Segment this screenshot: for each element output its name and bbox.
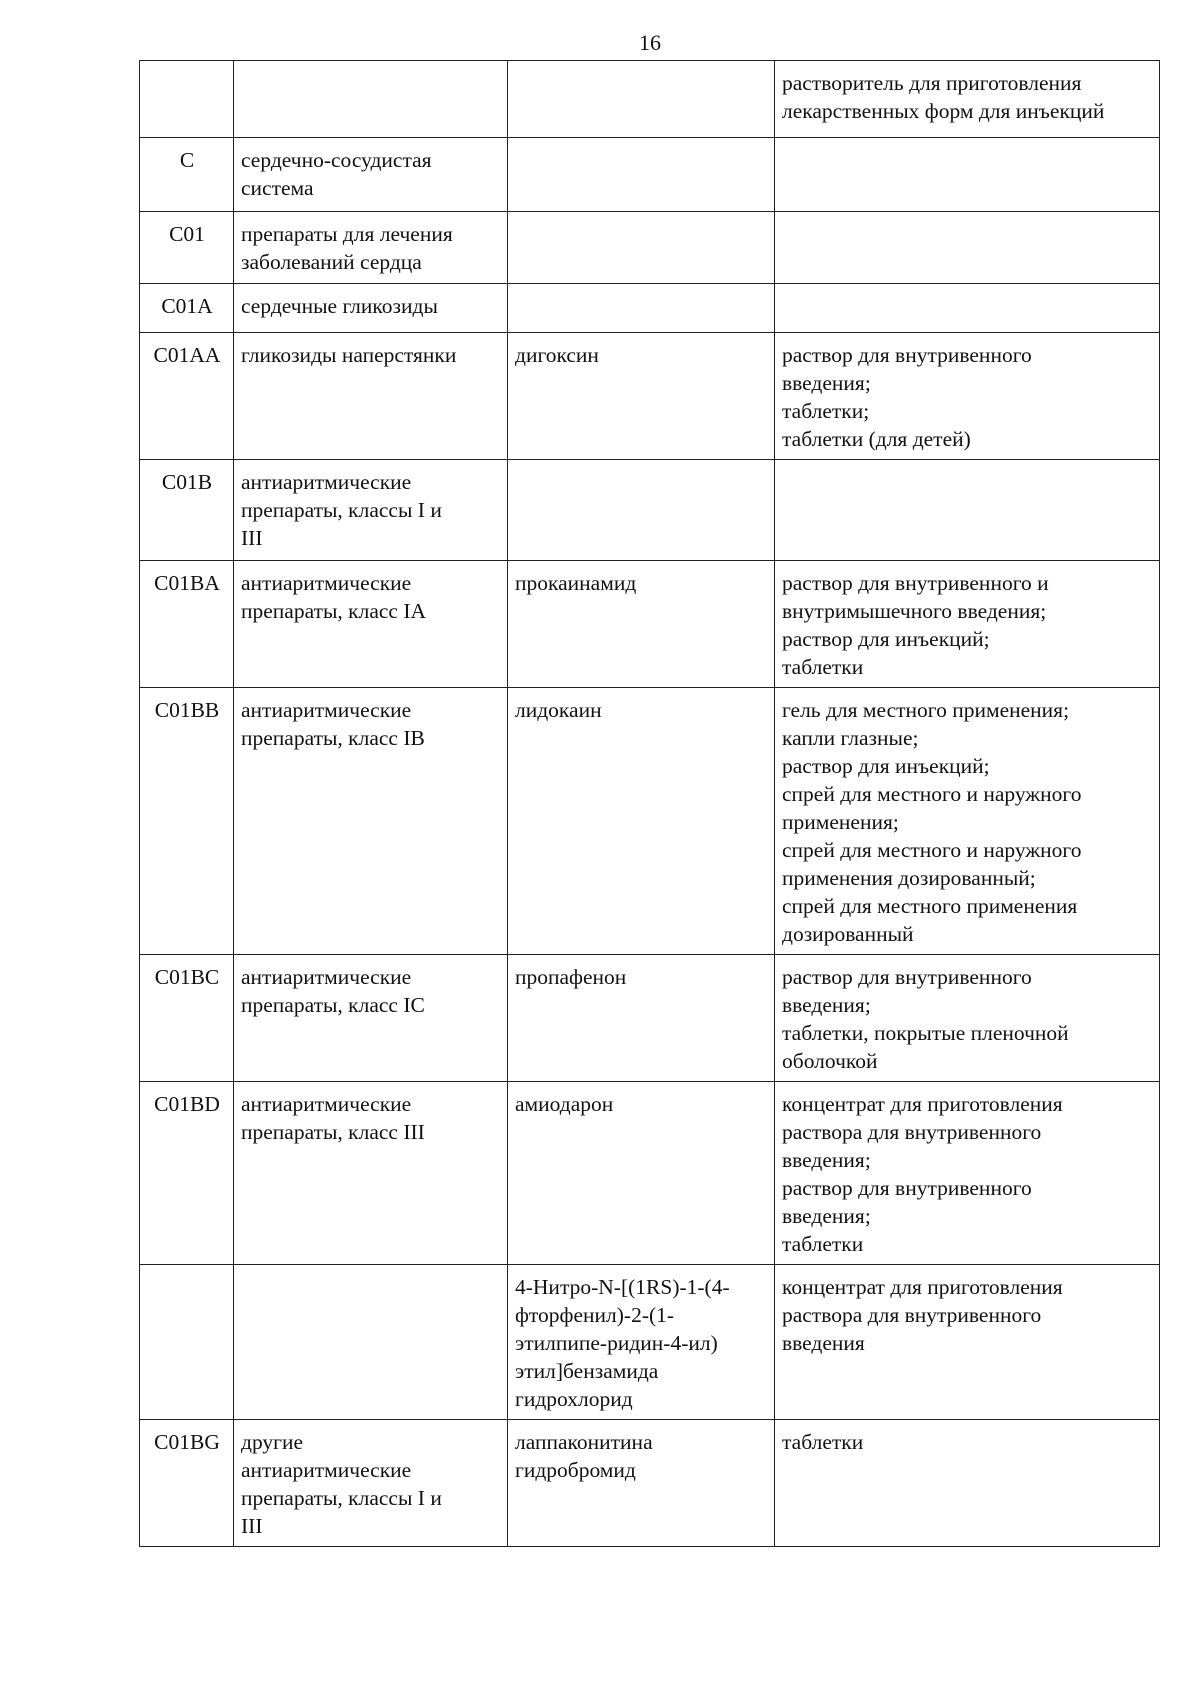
atc-code-cell bbox=[140, 1265, 234, 1420]
drug-name-line: этилпипе-ридин-4-ил) bbox=[515, 1331, 718, 1355]
drug-name-cell bbox=[508, 561, 775, 688]
dosage-forms-cell bbox=[775, 333, 1160, 460]
drug-name-cell bbox=[508, 138, 775, 212]
drug-name-cell bbox=[508, 212, 775, 284]
table-row bbox=[140, 61, 1160, 138]
dosage-forms-line: дозированный bbox=[782, 922, 914, 946]
dosage-forms-line: введения; bbox=[782, 993, 871, 1017]
group-name-line: III bbox=[241, 1514, 263, 1538]
group-name-cell bbox=[234, 138, 508, 212]
table-row bbox=[140, 1265, 1160, 1420]
group-name-cell bbox=[234, 1082, 508, 1265]
drug-name-cell bbox=[508, 1420, 775, 1547]
group-name-line: другие bbox=[241, 1430, 304, 1454]
atc-code-cell: C01B bbox=[140, 460, 234, 561]
group-name-cell bbox=[234, 460, 508, 561]
dosage-forms-line: таблетки bbox=[782, 1232, 864, 1256]
atc-code-cell: C01 bbox=[140, 212, 234, 284]
dosage-forms-cell bbox=[775, 688, 1160, 955]
dosage-forms-line: спрей для местного и наружного bbox=[782, 782, 1082, 806]
drug-name-line: гидрохлорид bbox=[515, 1387, 633, 1411]
group-name-line: препараты, классы I и bbox=[241, 1486, 442, 1510]
dosage-forms-line: концентрат для приготовления bbox=[782, 1275, 1063, 1299]
drug-name-line: этил]бензамида bbox=[515, 1359, 659, 1383]
group-name-line: сердечные гликозиды bbox=[241, 294, 438, 318]
table-row bbox=[140, 284, 1160, 333]
dosage-forms-line: таблетки bbox=[782, 1430, 864, 1454]
drug-name-cell bbox=[508, 460, 775, 561]
group-name-line: сердечно-сосудистая bbox=[241, 148, 432, 172]
group-name-line: препараты, класс IC bbox=[241, 993, 425, 1017]
group-name-line: препараты, класс IB bbox=[241, 726, 425, 750]
table-row bbox=[140, 1420, 1160, 1547]
group-name-cell bbox=[234, 561, 508, 688]
dosage-forms-line: раствор для внутривенного и bbox=[782, 571, 1049, 595]
group-name-line: антиаритмические bbox=[241, 470, 412, 494]
dosage-forms-line: лекарственных форм для инъекций bbox=[782, 99, 1105, 123]
dosage-forms-line: растворитель для приготовления bbox=[782, 71, 1082, 95]
table-row bbox=[140, 460, 1160, 561]
dosage-forms-line: применения; bbox=[782, 810, 899, 834]
drug-name-line: 4-Нитро-N-[(1RS)-1-(4- bbox=[515, 1275, 730, 1299]
drug-name-line: лаппаконитина bbox=[515, 1430, 653, 1454]
group-name-line: заболеваний сердца bbox=[241, 250, 422, 274]
group-name-cell bbox=[234, 955, 508, 1082]
table-row bbox=[140, 138, 1160, 212]
atc-code-cell: C01BC bbox=[140, 955, 234, 1082]
group-name-cell bbox=[234, 333, 508, 460]
dosage-forms-line: применения дозированный; bbox=[782, 866, 1036, 890]
dosage-forms-line: таблетки, покрытые пленочной bbox=[782, 1021, 1069, 1045]
dosage-forms-line: раствора для внутривенного bbox=[782, 1120, 1042, 1144]
atc-code-cell: C01BD bbox=[140, 1082, 234, 1265]
dosage-forms-line: раствор для внутривенного bbox=[782, 1176, 1032, 1200]
group-name-line: антиаритмические bbox=[241, 698, 412, 722]
drug-name-line: амиодарон bbox=[515, 1092, 614, 1116]
drug-name-line: гидробромид bbox=[515, 1458, 636, 1482]
table-row bbox=[140, 561, 1160, 688]
dosage-forms-line: введения bbox=[782, 1331, 865, 1355]
dosage-forms-line: гель для местного применения; bbox=[782, 698, 1070, 722]
dosage-forms-line: спрей для местного применения bbox=[782, 894, 1078, 918]
drug-name-cell bbox=[508, 284, 775, 333]
drug-name-line: пропафенон bbox=[515, 965, 627, 989]
dosage-forms-line: концентрат для приготовления bbox=[782, 1092, 1063, 1116]
dosage-forms-line: капли глазные; bbox=[782, 726, 919, 750]
dosage-forms-cell bbox=[775, 212, 1160, 284]
drug-name-line: фторфенил)-2-(1- bbox=[515, 1303, 675, 1327]
dosage-forms-line: внутримышечного введения; bbox=[782, 599, 1047, 623]
dosage-forms-line: раствор для инъекций; bbox=[782, 754, 990, 778]
group-name-cell bbox=[234, 1420, 508, 1547]
atc-code-cell: C01BA bbox=[140, 561, 234, 688]
group-name-line: препараты, класс III bbox=[241, 1120, 425, 1144]
atc-code-cell: C01A bbox=[140, 284, 234, 333]
dosage-forms-cell bbox=[775, 955, 1160, 1082]
group-name-cell bbox=[234, 284, 508, 333]
drug-table bbox=[139, 60, 1160, 1547]
drug-name-cell bbox=[508, 688, 775, 955]
group-name-line: препараты, классы I и bbox=[241, 498, 442, 522]
drug-name-cell bbox=[508, 955, 775, 1082]
dosage-forms-line: таблетки bbox=[782, 655, 864, 679]
drug-name-cell bbox=[508, 1265, 775, 1420]
group-name-line: препараты для лечения bbox=[241, 222, 453, 246]
group-name-cell bbox=[234, 688, 508, 955]
table-row bbox=[140, 333, 1160, 460]
atc-code-cell: C01BG bbox=[140, 1420, 234, 1547]
table-row bbox=[140, 212, 1160, 284]
table-body bbox=[140, 61, 1160, 1547]
group-name-line: гликозиды наперстянки bbox=[241, 343, 457, 367]
group-name-line: антиаритмические bbox=[241, 571, 412, 595]
drug-name-cell bbox=[508, 333, 775, 460]
dosage-forms-cell bbox=[775, 1082, 1160, 1265]
drug-name-cell bbox=[508, 1082, 775, 1265]
group-name-line: антиаритмические bbox=[241, 1458, 412, 1482]
dosage-forms-line: таблетки (для детей) bbox=[782, 427, 971, 451]
dosage-forms-cell bbox=[775, 561, 1160, 688]
dosage-forms-line: таблетки; bbox=[782, 399, 870, 423]
drug-name-cell bbox=[508, 61, 775, 138]
dosage-forms-line: оболочкой bbox=[782, 1049, 878, 1073]
dosage-forms-line: раствор для внутривенного bbox=[782, 343, 1032, 367]
drug-name-line: прокаинамид bbox=[515, 571, 637, 595]
group-name-line: антиаритмические bbox=[241, 965, 412, 989]
atc-code-cell: C bbox=[140, 138, 234, 212]
dosage-forms-line: введения; bbox=[782, 1148, 871, 1172]
dosage-forms-line: раствор для инъекций; bbox=[782, 627, 990, 651]
group-name-cell bbox=[234, 61, 508, 138]
dosage-forms-cell bbox=[775, 138, 1160, 212]
drug-name-line: лидокаин bbox=[515, 698, 602, 722]
atc-code-cell: C01BB bbox=[140, 688, 234, 955]
atc-code-cell: C01AA bbox=[140, 333, 234, 460]
dosage-forms-cell bbox=[775, 1265, 1160, 1420]
dosage-forms-cell bbox=[775, 284, 1160, 333]
dosage-forms-cell bbox=[775, 1420, 1160, 1547]
group-name-line: III bbox=[241, 526, 263, 550]
dosage-forms-line: введения; bbox=[782, 371, 871, 395]
dosage-forms-line: раствор для внутривенного bbox=[782, 965, 1032, 989]
table-row bbox=[140, 955, 1160, 1082]
group-name-line: препараты, класс IA bbox=[241, 599, 427, 623]
dosage-forms-cell bbox=[775, 460, 1160, 561]
drug-name-line: дигоксин bbox=[515, 343, 599, 367]
page-number: 16 bbox=[639, 30, 661, 55]
group-name-line: антиаритмические bbox=[241, 1092, 412, 1116]
group-name-line: система bbox=[241, 176, 314, 200]
atc-code-cell bbox=[140, 61, 234, 138]
dosage-forms-line: спрей для местного и наружного bbox=[782, 838, 1082, 862]
dosage-forms-cell bbox=[775, 61, 1160, 138]
dosage-forms-line: введения; bbox=[782, 1204, 871, 1228]
group-name-cell bbox=[234, 212, 508, 284]
group-name-cell bbox=[234, 1265, 508, 1420]
table-row bbox=[140, 688, 1160, 955]
table-row bbox=[140, 1082, 1160, 1265]
dosage-forms-line: раствора для внутривенного bbox=[782, 1303, 1042, 1327]
